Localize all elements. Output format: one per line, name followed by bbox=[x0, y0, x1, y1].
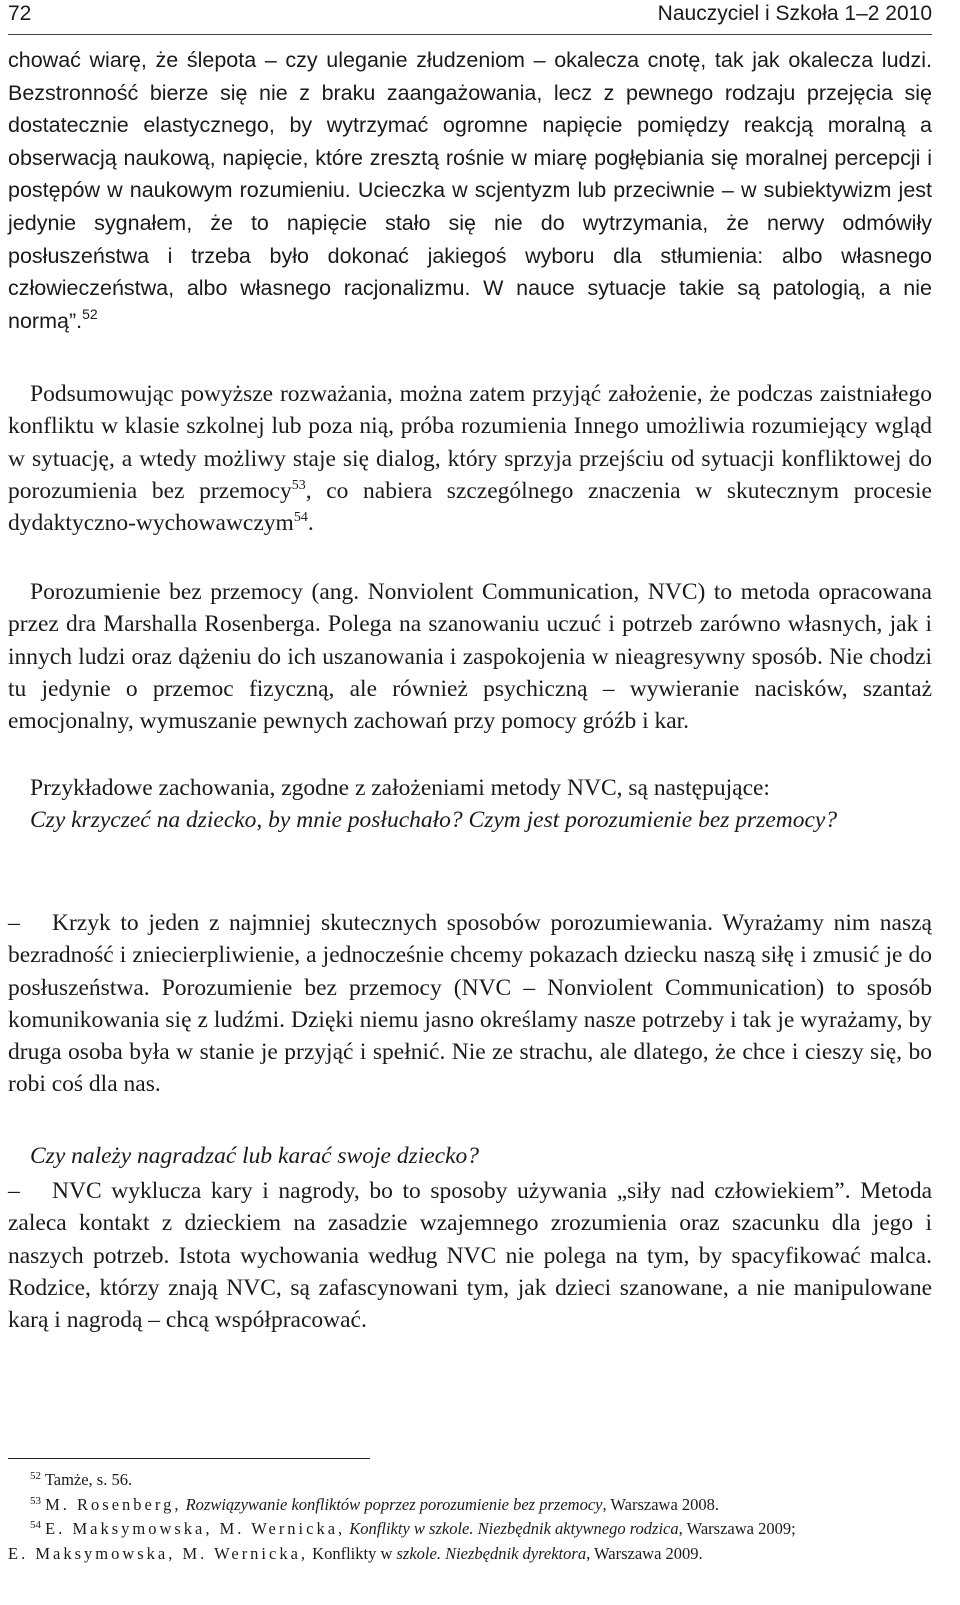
question-2 bbox=[8, 1140, 932, 1172]
footnote-text: Tamże, s. 56. bbox=[44, 1470, 133, 1489]
paragraph-examples-intro bbox=[8, 772, 932, 837]
answer-1 bbox=[8, 907, 932, 1101]
footnote-author: E. Maksymowska, M. Wernicka, bbox=[45, 1519, 346, 1538]
footnote-number: 54 bbox=[30, 1519, 41, 1531]
dash-marker: – bbox=[8, 910, 20, 936]
answer-text: Krzyk to jeden z najmniej skutecznych sposobów porozumiewania. Wyrażamy nim naszą bezradność i zniecierpliwienie, a jednocześnie chcemy pokazach dziecku naszą siłę i zmusić je do posłuszeństwa. Porozumienie bez przemocy (NVC – Nonviolent Communication) to sposób komunikowania się z ludźmi. Dzięki niemu jasno określamy nasze potrzeby i tak je wyrażamy, by druga osoba była w stanie je przyjąć i spełnić. Nie ze strachu, ale dlatego, że chce i cieszy się, bo robi coś dla nas. bbox=[8, 910, 932, 1098]
answer-2 bbox=[8, 1175, 932, 1336]
quote-text: chować wiarę, że ślepota – czy uleganie złudzeniom – okalecza cnotę, tak jak okalecza ludzi. Bezstronność bierze się nie z braku zaangażowania, lecz z pewnego rodzaju przejęcia się dostatecznie elastycznego, by wytrzymać ogromne napięcie pomiędzy reakcją moralną a obserwacją naukową, napięcie, które zresztą rośnie w miarę pogłębiania się moralnej percepcji i postępów w naukowym rozumieniu. Ucieczka w scjentyzm lub przeciwnie – w subiektywizm jest jedynie sygnałem, że to napięcie stało się nie do wytrzymania, że nerwy odmówiły posłuszeństwa i trzeba było dokonać jakiegoś wyboru dla stłumienia: albo własnego człowieczeństwa, albo własnego racjonalizmu. W nauce sytuacje takie są patologią, a nie normą”. bbox=[8, 48, 932, 333]
footnote-ref-52[interactable]: 52 bbox=[82, 305, 98, 322]
footnote-number: 52 bbox=[30, 1470, 41, 1482]
footnote-text: , Warszawa 2009. bbox=[586, 1543, 703, 1563]
question-heading: Czy należy nagradzać lub karać swoje dziecko? bbox=[30, 1143, 480, 1169]
page-header bbox=[8, 0, 932, 35]
paragraph-text: . bbox=[307, 510, 314, 537]
footnote-52 bbox=[8, 1468, 944, 1493]
paragraph-text: , co nabiera szczególnego znaczenia w skutecznym procesie dydaktyczno-wychowawczym bbox=[8, 477, 932, 537]
question-heading: Czy krzyczeć na dziecko, by mnie posłuchało? Czym jest porozumienie bez przemocy? bbox=[30, 807, 838, 834]
footnote-54 bbox=[8, 1517, 944, 1542]
footnote-ref-53[interactable]: 53 bbox=[291, 477, 306, 493]
footnote-author: M. Rosenberg, bbox=[45, 1494, 182, 1514]
footnote-title: Konflikty w szkole. Niezbędnik aktywnego rodzica bbox=[349, 1519, 679, 1538]
footnotes bbox=[8, 1468, 944, 1566]
footnote-divider bbox=[8, 1458, 370, 1459]
paragraph-summary bbox=[8, 378, 932, 539]
footnote-title: Rozwiązywanie konfliktów poprzez porozumienie bez przemocy bbox=[185, 1494, 603, 1514]
paragraph-text: Porozumienie bez przemocy (ang. Nonviolent Communication, NVC) to metoda opracowana przez dra Marshalla Rosenberga. Polega na szanowaniu uczuć i potrzeb zarówno własnych, jak i innych ludzi oraz dążeniu do ich uszanowania i zaspokojenia w nieagresywny sposób. Nie chodzi tu jedynie o przemoc fizyczną, ale również psychiczną – wywieranie nacisków, szantaż emocjonalny, wymuszanie pewnych zachowań przy pomocy gróźb i kar. bbox=[8, 579, 932, 735]
answer-text: NVC wyklucza kary i nagrody, bo to sposoby używania „siły nad człowiekiem”. Metoda zaleca kontakt z dzieckiem na zasadzie wzajemnego zrozumienia oraz szacunku dla jego i naszych potrzeb. Istota wychowania według NVC nie polega na tym, by spacyfikować malca. Rodzice, którzy znają NVC, są zafascynowani tym, jak dzieci szanowane, a nie manipulowane karą i nagrodą – chcą współpracować. bbox=[8, 1178, 932, 1334]
footnote-text: , Warszawa 2008. bbox=[602, 1494, 720, 1514]
dash-marker: – bbox=[8, 1178, 20, 1204]
footnote-author: E. Maksymowska, M. Wernicka, bbox=[8, 1543, 309, 1563]
footnote-number: 53 bbox=[30, 1494, 41, 1507]
footnote-text: Konflikty w bbox=[312, 1543, 393, 1563]
paragraph-text: Podsumowując powyższe rozważania, można zatem przyjąć założenie, że podczas zaistniałego konfliktu w klasie szkolnej lub poza nią, próba rozumienia Innego umożliwia rozumiejący wgląd w sytuację, a wtedy możliwy staje się dialog, który sprzyja przejściu od sytuacji konfliktowej do porozumienia bez przemocy bbox=[8, 381, 932, 504]
footnote-text: , Warszawa 2009; bbox=[678, 1519, 796, 1538]
page-number: 72 bbox=[8, 2, 32, 25]
footnote-53 bbox=[8, 1493, 944, 1518]
footnote-54-cont bbox=[8, 1542, 944, 1567]
running-title: Nauczyciel i Szkoła 1–2 2010 bbox=[657, 2, 932, 25]
footnote-ref-54[interactable]: 54 bbox=[293, 510, 308, 526]
footnote-title: szkole. Niezbędnik dyrektora bbox=[396, 1543, 587, 1563]
quoted-passage bbox=[8, 44, 932, 337]
paragraph-text: Przykładowe zachowania, zgodne z założeniami metody NVC, są następujące: bbox=[30, 775, 770, 801]
paragraph-nvc-definition bbox=[8, 576, 932, 737]
